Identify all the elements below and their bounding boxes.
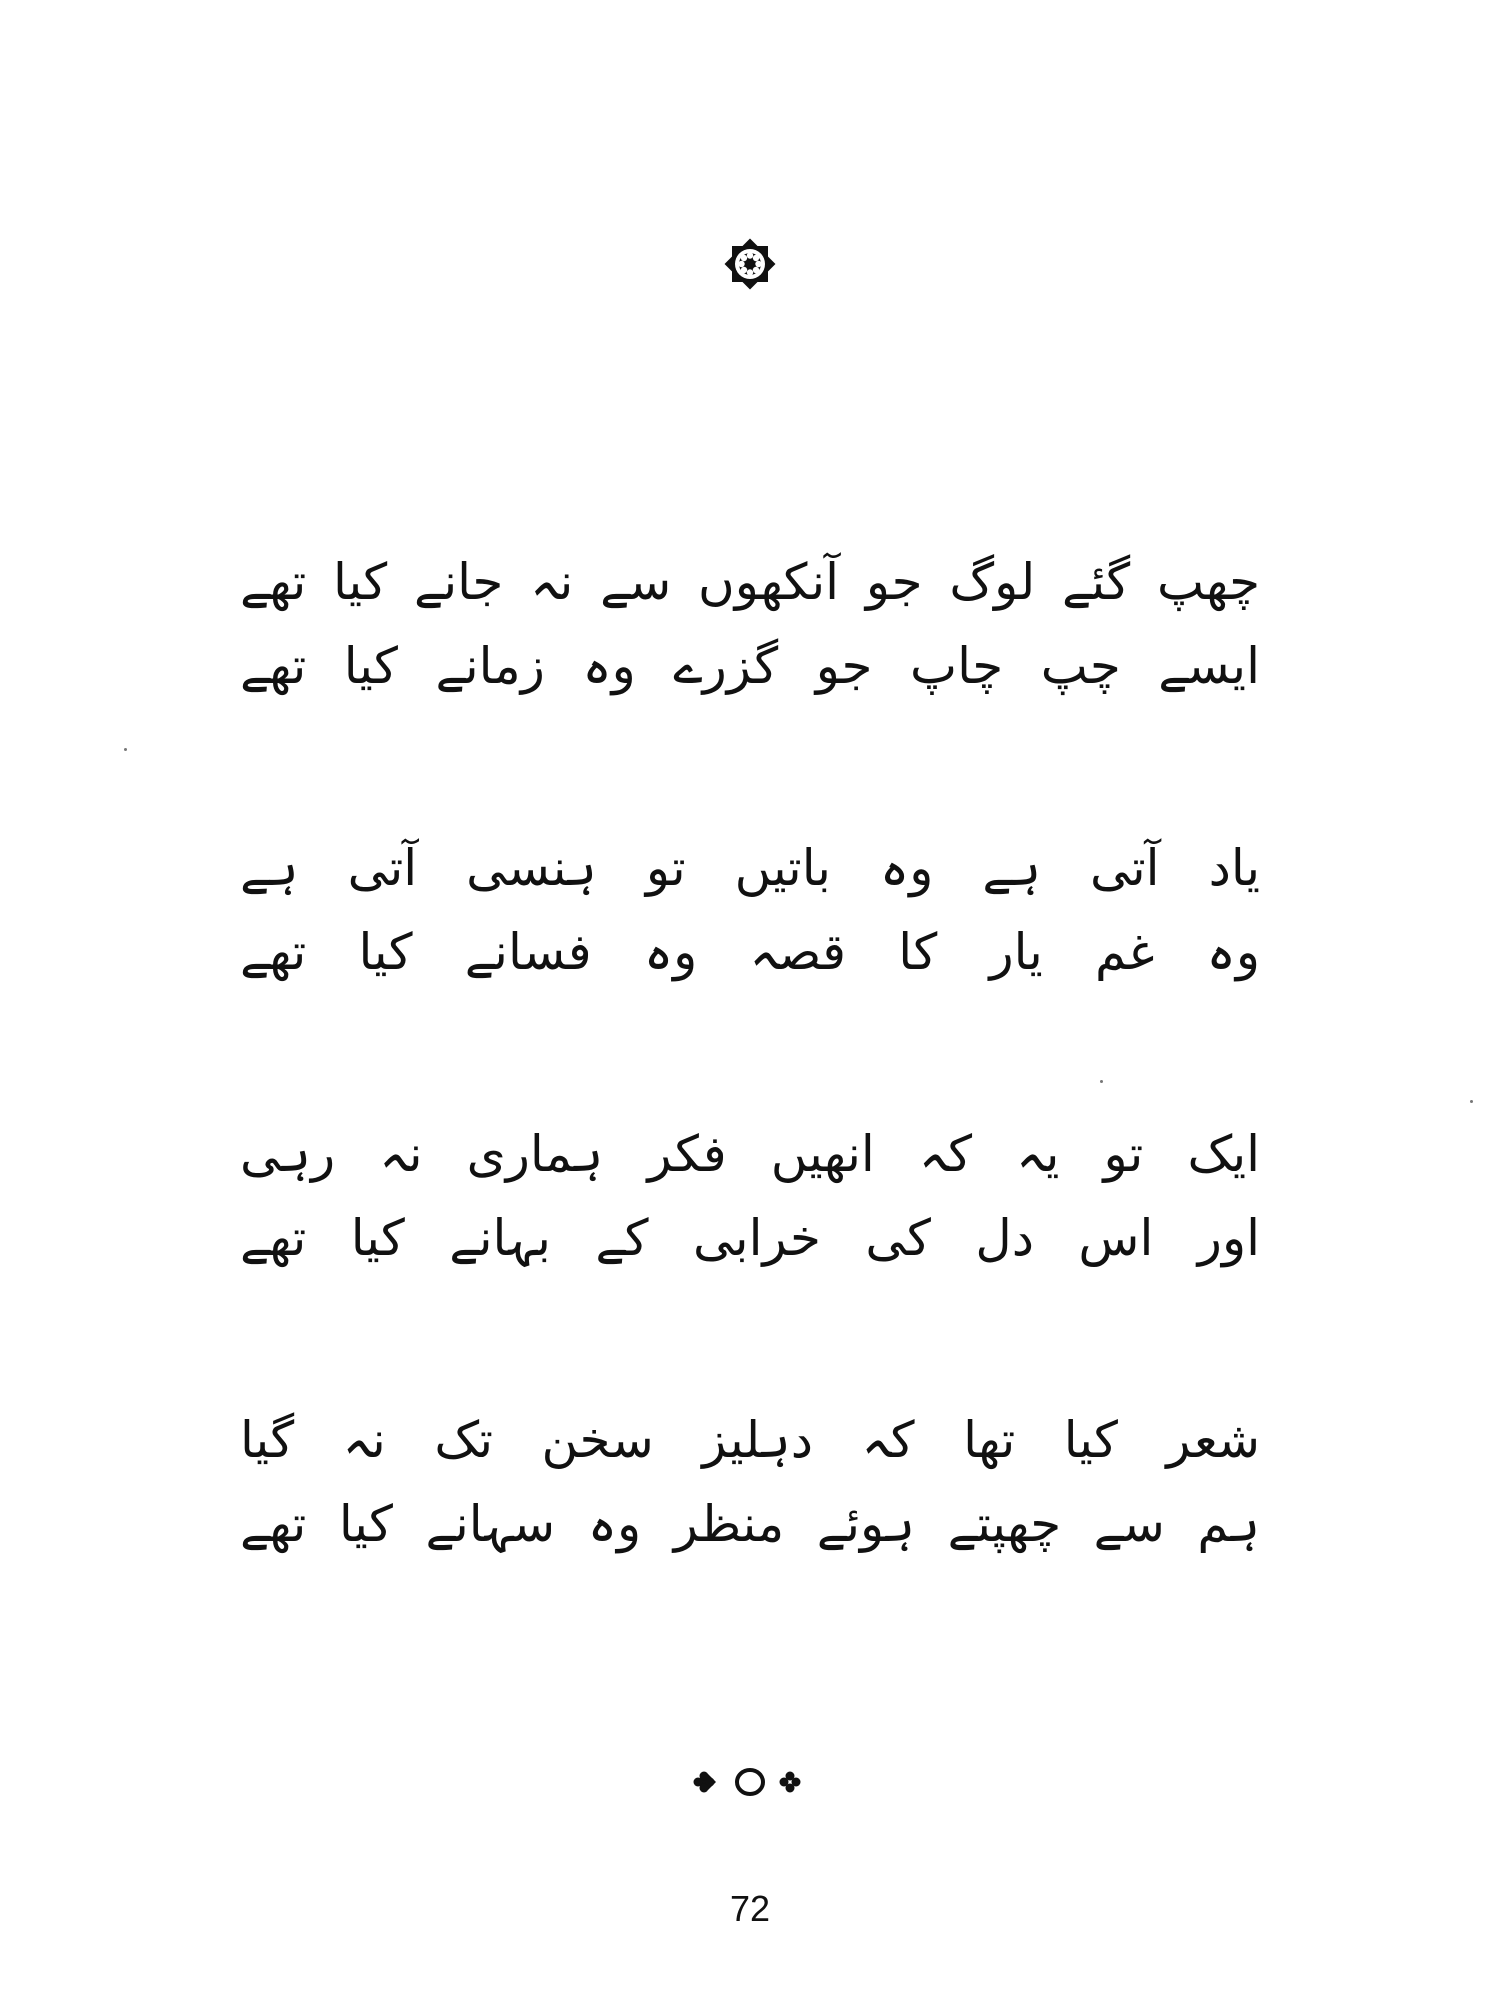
- scan-speck: [1100, 1080, 1103, 1083]
- diamond-circle-diamond-ornament-icon: [690, 1762, 810, 1802]
- verse-line: یاد آتی ہے وہ باتیں تو ہنسی آتی ہے: [240, 839, 1260, 897]
- couplet: [240, 540, 1260, 708]
- ghazal-poem: [240, 540, 1260, 1684]
- couplet: [240, 826, 1260, 994]
- star-flower-ornament-icon: [718, 232, 782, 296]
- verse-line: ہم سے چھپتے ہوئے منظر وہ سہانے کیا تھے: [240, 1495, 1260, 1553]
- verse-line: ایسے چپ چاپ جو گزرے وہ زمانے کیا تھے: [240, 637, 1260, 695]
- couplet: [240, 1112, 1260, 1280]
- couplet: [240, 1398, 1260, 1566]
- verse-line: ایک تو یہ کہ انھیں فکر ہماری نہ رہی: [240, 1125, 1260, 1183]
- verse-line: وہ غم یار کا قصہ وہ فسانے کیا تھے: [240, 923, 1260, 981]
- verse-line: اور اس دل کی خرابی کے بہانے کیا تھے: [240, 1209, 1260, 1267]
- scan-speck: [124, 748, 127, 751]
- page-number: 72: [729, 1888, 771, 1929]
- verse-line: چھپ گئے لوگ جو آنکھوں سے نہ جانے کیا تھے: [240, 553, 1260, 611]
- scan-speck: [1470, 1100, 1473, 1103]
- verse-line: شعر کیا تھا کہ دہلیز سخن تک نہ گیا: [240, 1411, 1260, 1469]
